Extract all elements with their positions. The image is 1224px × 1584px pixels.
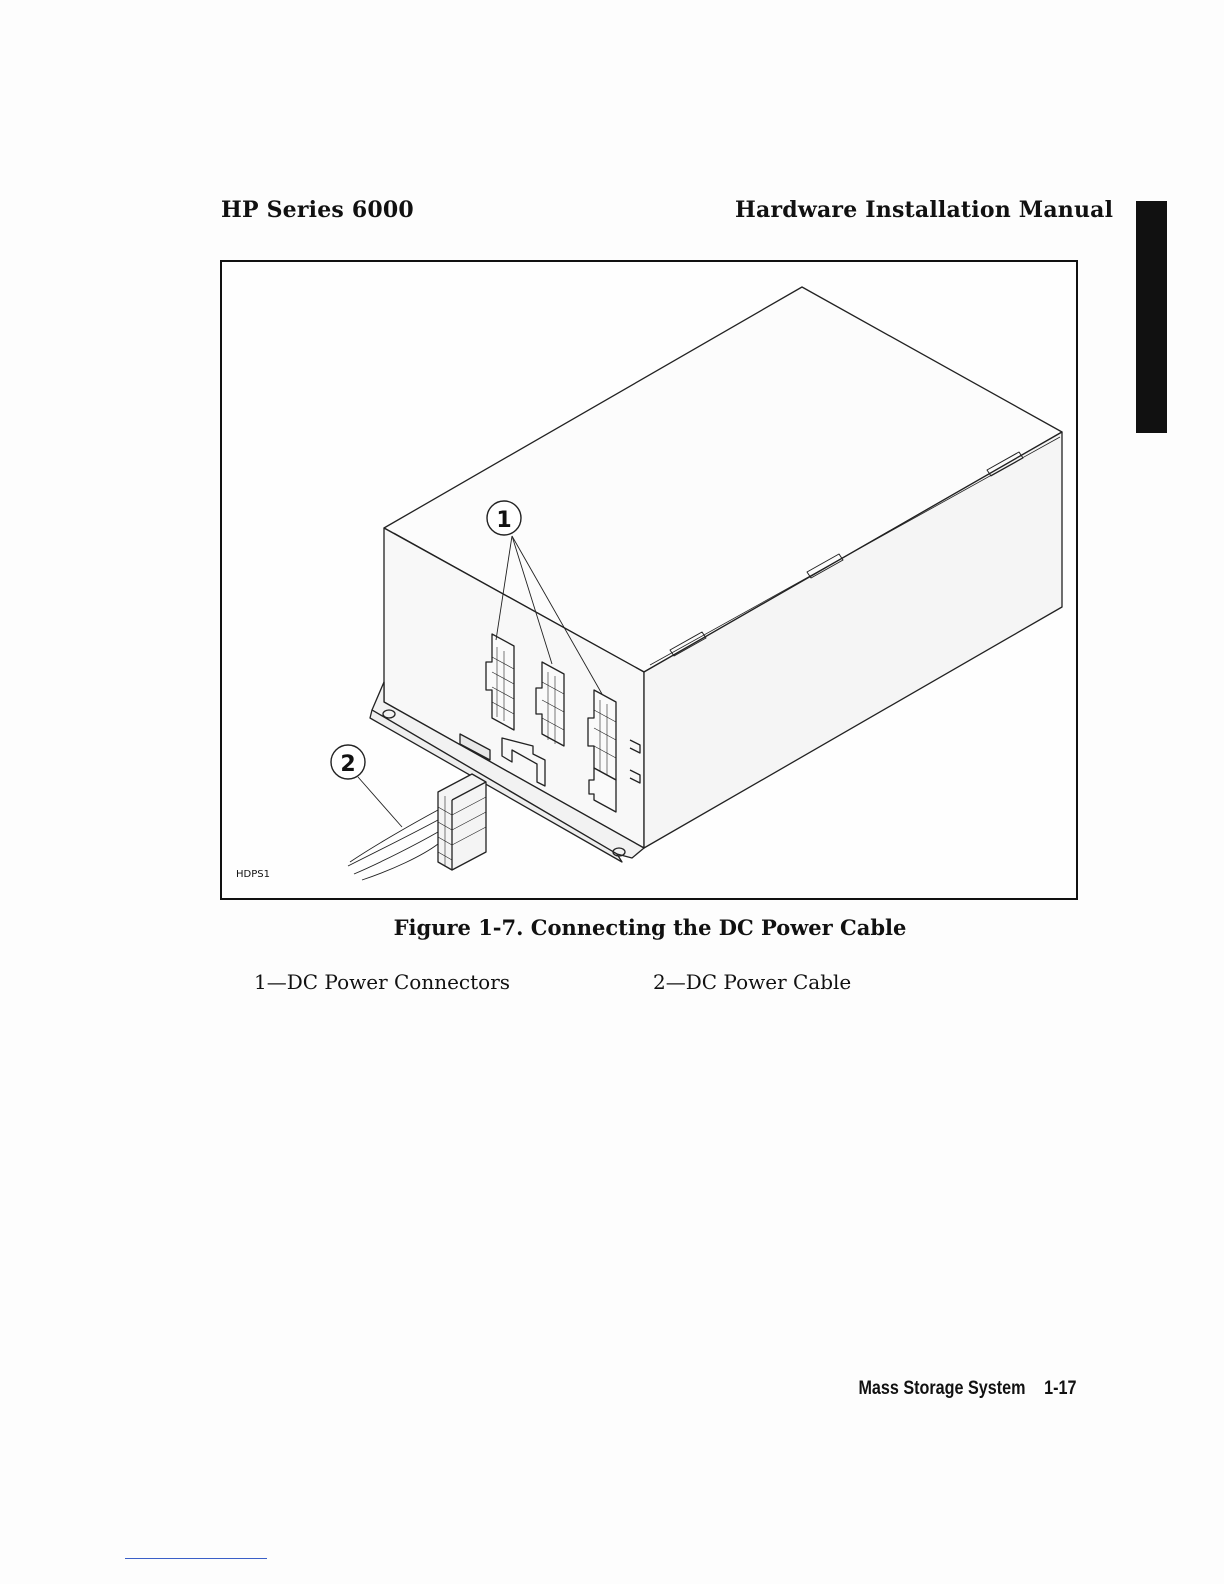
legend-item: 1—DC Power Connectors <box>254 970 511 994</box>
page-footer <box>858 1378 1076 1400</box>
figure-frame <box>220 260 1078 900</box>
power-supply-illustration <box>222 262 1075 897</box>
running-header-left: HP Series 6000 <box>221 197 414 223</box>
callout-2: 2 <box>340 752 356 777</box>
running-header-right: Hardware Installation Manual <box>735 197 1114 223</box>
page-number: 1-17 <box>1043 1378 1076 1399</box>
footer-section-title: Mass Storage System <box>858 1378 1025 1399</box>
figure-id-tag: HDPS1 <box>236 869 270 880</box>
bottom-rule <box>125 1558 267 1559</box>
legend-item: 2—DC Power Cable <box>653 970 852 994</box>
callout-1: 1 <box>496 508 512 533</box>
thumb-tab <box>1136 201 1167 433</box>
figure-caption: Figure 1-7. Connecting the DC Power Cable <box>393 915 907 940</box>
